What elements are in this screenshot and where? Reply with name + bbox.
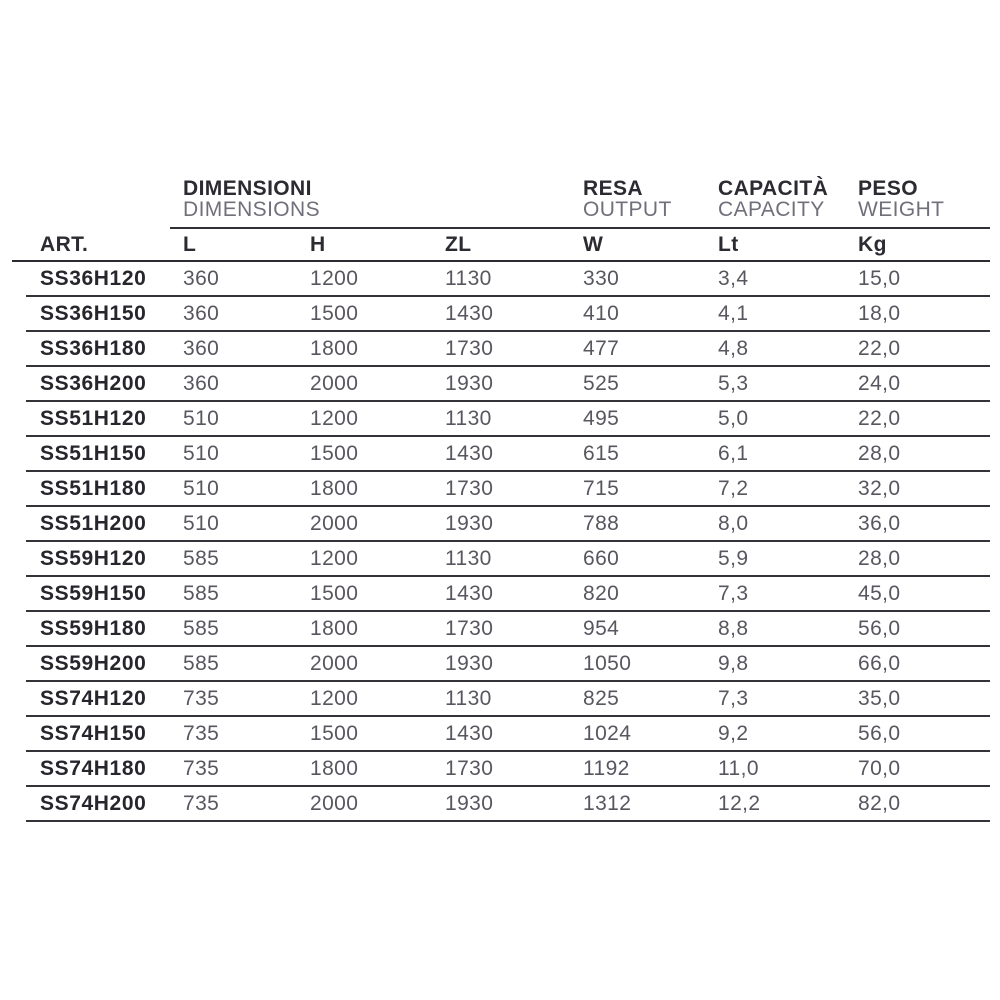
- cell-zl: 1730: [445, 756, 494, 780]
- cell-lt: 5,3: [718, 371, 749, 395]
- cell-l: 360: [183, 301, 220, 325]
- cell-l: 510: [183, 511, 220, 535]
- cell-h: 1800: [310, 756, 359, 780]
- cell-kg: 22,0: [858, 406, 901, 430]
- cell-kg: 82,0: [858, 791, 901, 815]
- group-capacity-primary: CAPACITÀ: [718, 177, 829, 200]
- cell-art: SS51H150: [40, 441, 147, 465]
- cell-w: 477: [583, 336, 620, 360]
- table-row: [12, 367, 990, 402]
- group-output-primary: RESA: [583, 177, 643, 200]
- cell-zl: 1930: [445, 511, 494, 535]
- group-dimensions-primary: DIMENSIONI: [183, 177, 312, 200]
- cell-l: 735: [183, 756, 220, 780]
- cell-kg: 22,0: [858, 336, 901, 360]
- cell-h: 1500: [310, 301, 359, 325]
- cell-zl: 1130: [445, 686, 492, 710]
- cell-kg: 70,0: [858, 756, 901, 780]
- cell-h: 2000: [310, 651, 359, 675]
- cell-l: 585: [183, 616, 220, 640]
- cell-h: 1800: [310, 476, 359, 500]
- cell-w: 410: [583, 301, 620, 325]
- cell-zl: 1730: [445, 336, 494, 360]
- cell-w: 330: [583, 266, 620, 290]
- group-header-spacer: [12, 178, 183, 220]
- table-row: [12, 787, 990, 822]
- cell-l: 585: [183, 546, 220, 570]
- cell-h: 1200: [310, 686, 359, 710]
- cell-h: 2000: [310, 791, 359, 815]
- cell-l: 585: [183, 651, 220, 675]
- cell-art: SS74H120: [40, 686, 147, 710]
- cell-kg: 32,0: [858, 476, 901, 500]
- cell-zl: 1730: [445, 476, 494, 500]
- cell-zl: 1930: [445, 371, 494, 395]
- table-row: [12, 262, 990, 297]
- cell-art: SS59H120: [40, 546, 147, 570]
- group-capacity: [718, 178, 858, 220]
- table-row: [12, 542, 990, 577]
- cell-art: SS59H180: [40, 616, 147, 640]
- cell-art: SS51H200: [40, 511, 147, 535]
- cell-art: SS59H200: [40, 651, 147, 675]
- cell-w: 525: [583, 371, 620, 395]
- cell-lt: 6,1: [718, 441, 749, 465]
- cell-kg: 56,0: [858, 721, 901, 745]
- cell-l: 585: [183, 581, 220, 605]
- cell-lt: 7,3: [718, 581, 749, 605]
- cell-w: 1024: [583, 721, 632, 745]
- cell-zl: 1430: [445, 441, 494, 465]
- cell-w: 495: [583, 406, 620, 430]
- cell-w: 788: [583, 511, 620, 535]
- cell-art: SS74H200: [40, 791, 147, 815]
- cell-w: 825: [583, 686, 620, 710]
- table-body: [12, 262, 990, 822]
- group-header-row: [12, 178, 990, 220]
- cell-art: SS51H180: [40, 476, 147, 500]
- cell-art: SS59H150: [40, 581, 147, 605]
- cell-zl: 1730: [445, 616, 494, 640]
- column-header-h: H: [310, 232, 326, 256]
- cell-h: 1500: [310, 441, 359, 465]
- group-weight: [858, 178, 990, 220]
- cell-kg: 15,0: [858, 266, 901, 290]
- cell-lt: 8,0: [718, 511, 749, 535]
- cell-lt: 5,0: [718, 406, 749, 430]
- spec-table: [12, 178, 990, 822]
- table-row: [12, 332, 990, 367]
- column-header-row: [12, 229, 990, 262]
- column-header-art: ART.: [40, 232, 89, 256]
- column-header-zl: ZL: [445, 232, 472, 256]
- cell-h: 2000: [310, 371, 359, 395]
- cell-art: SS51H120: [40, 406, 147, 430]
- table-row: [12, 647, 990, 682]
- table-row: [12, 717, 990, 752]
- cell-zl: 1430: [445, 581, 494, 605]
- cell-lt: 3,4: [718, 266, 749, 290]
- cell-w: 615: [583, 441, 620, 465]
- cell-h: 1500: [310, 581, 359, 605]
- cell-zl: 1130: [445, 266, 492, 290]
- cell-h: 1800: [310, 336, 359, 360]
- table-row: [12, 752, 990, 787]
- table-row: [12, 472, 990, 507]
- cell-h: 1800: [310, 616, 359, 640]
- table-row: [12, 437, 990, 472]
- cell-l: 735: [183, 686, 220, 710]
- cell-l: 510: [183, 476, 220, 500]
- cell-zl: 1130: [445, 406, 492, 430]
- cell-lt: 9,8: [718, 651, 749, 675]
- cell-zl: 1430: [445, 301, 494, 325]
- cell-kg: 45,0: [858, 581, 901, 605]
- group-capacity-secondary: CAPACITY: [718, 198, 825, 221]
- column-header-w: W: [583, 232, 604, 256]
- table-row: [12, 507, 990, 542]
- cell-h: 1200: [310, 546, 359, 570]
- cell-l: 360: [183, 266, 220, 290]
- cell-art: SS36H180: [40, 336, 147, 360]
- cell-art: SS36H200: [40, 371, 147, 395]
- cell-kg: 35,0: [858, 686, 901, 710]
- cell-w: 1192: [583, 756, 630, 780]
- cell-lt: 7,3: [718, 686, 749, 710]
- cell-lt: 11,0: [718, 756, 759, 780]
- cell-w: 715: [583, 476, 620, 500]
- cell-lt: 7,2: [718, 476, 749, 500]
- group-weight-secondary: WEIGHT: [858, 198, 945, 221]
- cell-zl: 1930: [445, 651, 494, 675]
- cell-w: 660: [583, 546, 620, 570]
- cell-art: SS36H120: [40, 266, 147, 290]
- cell-lt: 4,8: [718, 336, 749, 360]
- column-header-kg: Kg: [858, 232, 887, 256]
- cell-l: 510: [183, 406, 220, 430]
- cell-w: 1312: [583, 791, 632, 815]
- cell-lt: 8,8: [718, 616, 749, 640]
- cell-kg: 28,0: [858, 441, 901, 465]
- cell-w: 954: [583, 616, 620, 640]
- table-row: [12, 402, 990, 437]
- table-row: [12, 612, 990, 647]
- cell-h: 2000: [310, 511, 359, 535]
- table-row: [12, 577, 990, 612]
- group-weight-primary: PESO: [858, 177, 918, 200]
- cell-l: 735: [183, 721, 220, 745]
- cell-l: 735: [183, 791, 220, 815]
- column-header-l: L: [183, 232, 197, 256]
- cell-l: 510: [183, 441, 220, 465]
- group-dimensions: [183, 178, 583, 220]
- cell-w: 1050: [583, 651, 632, 675]
- cell-art: SS36H150: [40, 301, 147, 325]
- table-row: [12, 297, 990, 332]
- cell-kg: 18,0: [858, 301, 901, 325]
- cell-h: 1200: [310, 406, 359, 430]
- cell-h: 1500: [310, 721, 359, 745]
- group-output: [583, 178, 718, 220]
- group-dimensions-secondary: DIMENSIONS: [183, 198, 321, 221]
- column-header-lt: Lt: [718, 232, 739, 256]
- cell-zl: 1130: [445, 546, 492, 570]
- cell-kg: 66,0: [858, 651, 901, 675]
- cell-l: 360: [183, 336, 220, 360]
- cell-kg: 24,0: [858, 371, 901, 395]
- cell-l: 360: [183, 371, 220, 395]
- cell-kg: 56,0: [858, 616, 901, 640]
- cell-zl: 1430: [445, 721, 494, 745]
- cell-kg: 36,0: [858, 511, 901, 535]
- cell-h: 1200: [310, 266, 359, 290]
- cell-art: SS74H180: [40, 756, 147, 780]
- cell-lt: 4,1: [718, 301, 749, 325]
- table-row: [12, 682, 990, 717]
- cell-kg: 28,0: [858, 546, 901, 570]
- cell-lt: 9,2: [718, 721, 749, 745]
- cell-zl: 1930: [445, 791, 494, 815]
- group-output-secondary: OUTPUT: [583, 198, 672, 221]
- cell-lt: 12,2: [718, 791, 761, 815]
- cell-art: SS74H150: [40, 721, 147, 745]
- cell-lt: 5,9: [718, 546, 749, 570]
- cell-w: 820: [583, 581, 620, 605]
